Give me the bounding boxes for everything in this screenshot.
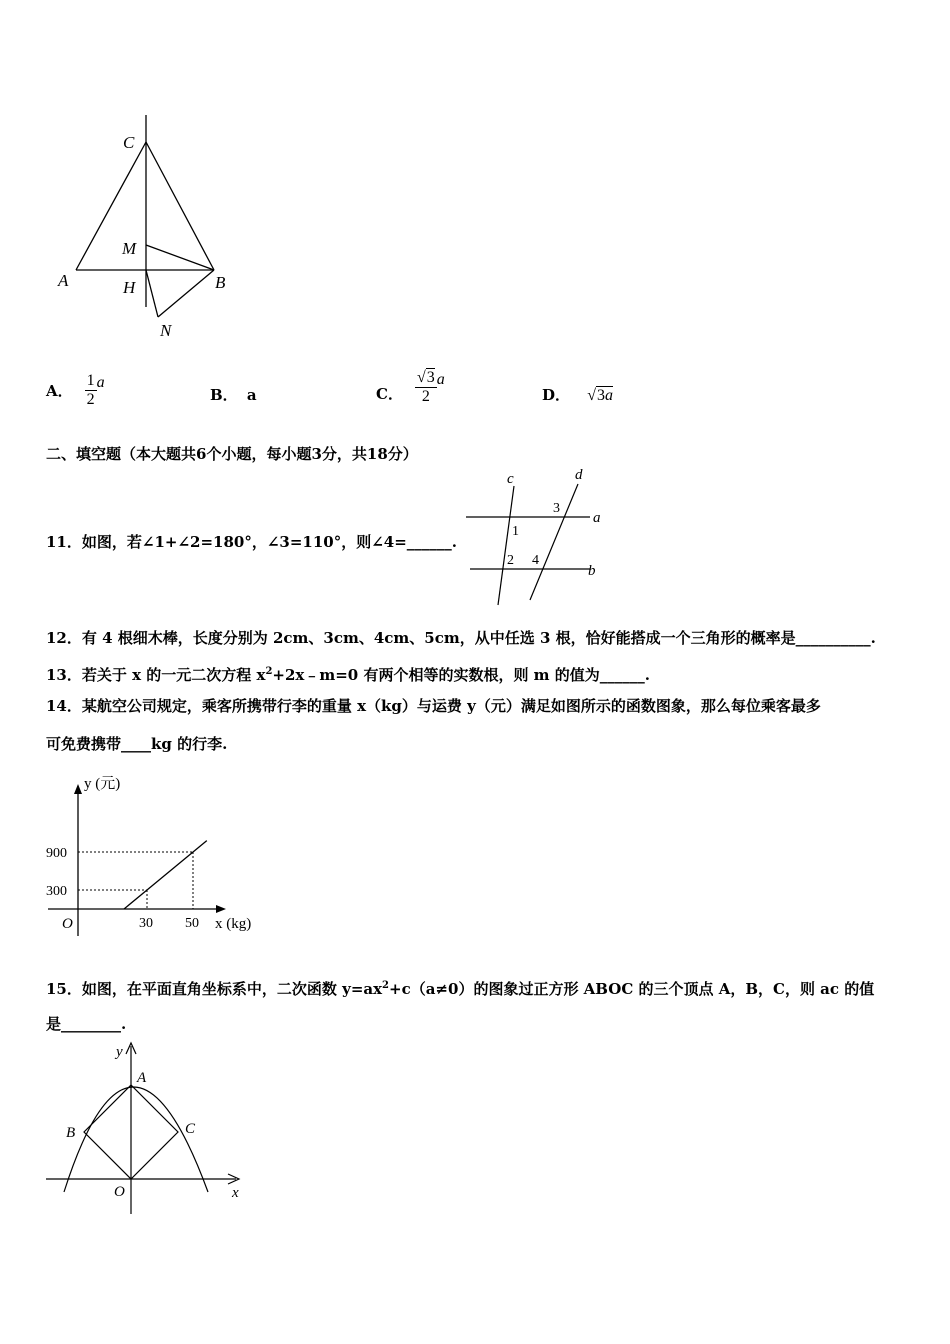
question-15-pre: 15．如图，在平面直角坐标系中，二次函数 y=ax (46, 980, 383, 998)
label-c: C (185, 1121, 196, 1137)
question-14-line2: 可免费携带____kg 的行李. (46, 735, 228, 753)
label-angle-3: 3 (553, 501, 560, 516)
option-c-fraction (415, 369, 437, 406)
option-a[interactable] (46, 368, 105, 412)
question-15-line2: 是________. (46, 1015, 127, 1033)
option-d-radicand (596, 386, 613, 404)
label-angle-2: 2 (507, 553, 514, 568)
line-hn (146, 270, 158, 317)
q14-chart (42, 768, 262, 958)
label-o: O (114, 1184, 125, 1200)
option-a-letter: A． (46, 381, 73, 400)
question-13-post: +2x﹣m=0 有两个相等的实数根，则 m 的值为______. (272, 666, 650, 684)
label-angle-4: 4 (532, 553, 539, 568)
parabola (64, 1087, 208, 1192)
series-line (124, 841, 207, 909)
question-14-line1: 14．某航空公司规定，乘客所携带行李的重量 x（kg）与运费 y（元）满足如图所示的函数图象，那么每位乘客最多 (46, 697, 821, 715)
label-y: y (116, 1044, 123, 1060)
label-c: C (123, 133, 135, 152)
label-b: B (215, 273, 226, 292)
question-13-pre: 13．若关于 x 的一元二次方程 x (46, 666, 266, 684)
question-12: 12．有 4 根细木棒，长度分别为 2cm、3cm、4cm、5cm，从中任选 3 根，恰好能搭成一个三角形的概率是__________. (46, 629, 876, 647)
section-title: 二、填空题（本大题共6个小题，每小题3分，共18分） (46, 445, 418, 463)
option-d-letter: D． (542, 386, 571, 404)
question-15-post: +c（a≠0）的图象过正方形 ABOC 的三个顶点 A，B，C，则 ac 的值 (389, 980, 875, 998)
option-d[interactable] (542, 384, 613, 405)
option-b-text: a (246, 386, 257, 404)
y-axis-arrow (74, 784, 82, 794)
label-n: N (160, 321, 172, 340)
label-m: M (122, 239, 137, 258)
question-15-sup: 2 (382, 980, 390, 991)
option-d-var: a (605, 387, 614, 404)
x-axis-label: x (kg) (215, 916, 252, 932)
label-angle-1: 1 (512, 524, 519, 539)
label-x: x (232, 1185, 239, 1201)
question-11: 11．如图，若∠1+∠2=180°，∠3=110°，则∠4=______. (46, 533, 458, 551)
parabola-square-figure (40, 1040, 260, 1225)
label-line-c: c (507, 471, 514, 487)
label-line-a: a (593, 510, 601, 526)
label-line-b: b (588, 563, 596, 579)
option-c-denominator: 2 (421, 387, 430, 405)
y-axis-label: y (元) (84, 776, 121, 792)
x-axis-arrow (216, 905, 226, 913)
origin-label: O (62, 916, 73, 932)
option-a-numerator: 1 (86, 371, 95, 389)
y-tick-300: 300 (46, 884, 67, 900)
option-b[interactable] (210, 384, 257, 405)
option-c-var: a (436, 371, 445, 388)
option-b-letter: B． (210, 386, 238, 404)
option-a-denominator: 2 (86, 390, 95, 408)
option-c[interactable] (376, 362, 445, 412)
option-a-var: a (96, 374, 105, 391)
label-h: H (123, 278, 136, 297)
option-a-fraction (85, 372, 97, 409)
triangle-figure (50, 110, 250, 340)
question-15-line1 (46, 976, 874, 999)
line-cb (146, 142, 214, 270)
option-c-radicand: 3 (426, 368, 435, 386)
line-mb (146, 245, 214, 270)
question-13 (46, 662, 650, 685)
option-d-rad: 3 (597, 387, 606, 404)
line-bn (158, 270, 214, 317)
x-tick-50: 50 (185, 916, 199, 931)
line-c (498, 486, 514, 605)
y-tick-900: 900 (46, 846, 67, 862)
parallel-lines-figure (462, 466, 622, 611)
label-line-d: d (575, 467, 583, 483)
label-a: A (137, 1070, 147, 1086)
label-a: A (58, 271, 69, 290)
question-13-sup: 2 (265, 666, 273, 677)
label-b: B (66, 1125, 76, 1141)
option-c-letter: C． (376, 384, 403, 403)
option-d-sqrt: √3a (587, 387, 614, 404)
x-tick-30: 30 (139, 916, 153, 931)
option-c-numerator: √3 (416, 368, 435, 386)
